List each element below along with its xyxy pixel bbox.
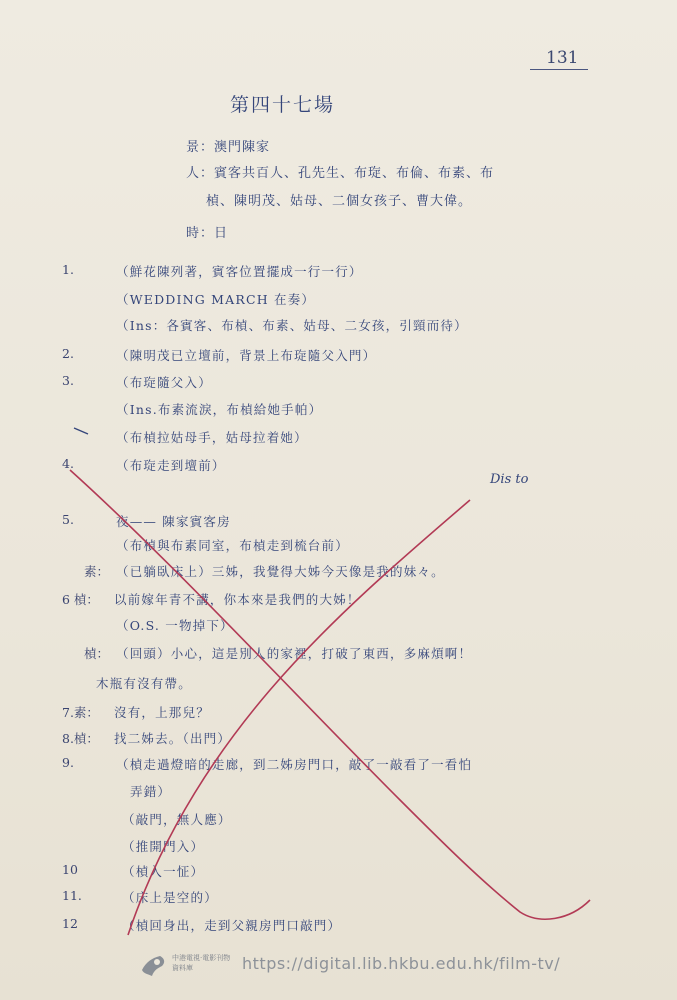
line-number: 9. [62,755,74,770]
line-number: 6 楨： [62,592,99,607]
page-number: 131 [546,48,579,68]
script-line: （回頭）小心，這是別人的家裡，打破了東西，多麻煩啊！ [116,646,473,661]
hkbu-logo-icon [140,952,168,978]
line-number: 素： [84,564,110,579]
script-line: 木瓶有沒有帶。 [96,676,192,691]
script-line: （敲門，無人應） [122,812,232,827]
footer-organization: 中港電視‧電影刊物資料庫 [172,954,231,972]
line-number: 11. [62,888,82,903]
cross-stroke-2 [128,500,470,935]
stray-blue-mark [74,428,88,434]
script-line: 沒有，上那兒？ [114,705,210,720]
scene-people-line-1: 人：賓客共百人、孔先生、布琁、布倫、布素、布 [186,166,495,181]
line-number: 2. [62,346,74,361]
script-line: 找二姊去。（出門） [114,731,232,746]
script-line: （布楨拉姑母手，姑母拉着她） [116,430,308,445]
line-number: 8.楨： [62,731,99,746]
scene-title: 第四十七場 [230,94,336,116]
script-line: （布琁隨父入） [116,375,212,390]
script-line: （已躺臥床上）三姊，我覺得大姊今天像是我的妹々。 [116,564,445,579]
line-number: 3. [62,373,74,388]
script-line: （陳明茂已立壇前，背景上布琁隨父入門） [116,348,377,363]
script-line: （推開門入） [122,839,205,854]
script-line: （Ins：各賓客、布楨、布素、姑母、二女孩，引頸而待） [116,318,468,333]
script-line: （楨走過燈暗的走廊，到二姊房門口，敲了一敲看了一看怕 [116,757,473,772]
scene-time: 時：日 [186,226,229,241]
transition-note: Dis to [490,472,529,487]
script-line: （床上是空的） [122,890,218,905]
line-number: 10 [62,862,78,877]
script-line: 夜—— 陳家賓客房 [116,514,231,529]
script-line: （Ins.布素流淚，布楨給她手帕） [116,402,323,417]
script-line: 以前嫁年青不講，你本來是我們的大姊！ [114,592,361,607]
line-number: 1. [62,262,74,277]
scene-people-line-2: 楨、陳明茂、姑母、二個女孩子、曹大偉。 [206,194,473,209]
line-number: 5. [62,512,74,527]
line-number: 12 [62,916,78,931]
line-number: 楨： [84,646,110,661]
line-number: 4. [62,456,74,471]
script-line: （布楨與布素同室，布楨走到梳台前） [116,538,349,553]
scene-location: 景：澳門陳家 [186,140,271,155]
script-line: （楨入一怔） [122,864,205,879]
footer-url-link[interactable]: https://digital.lib.hkbu.edu.hk/film-tv/ [242,954,561,973]
cross-stroke-1 [70,470,590,919]
script-line: （WEDDING MARCH 在奏） [116,292,316,307]
script-line: 弄錯） [130,784,172,799]
script-line: （楨回身出，走到父親房門口敲門） [122,918,342,933]
line-number: 7.素： [62,705,99,720]
script-line: （鮮花陳列著，賓客位置擺成一行一行） [116,264,363,279]
script-line: （O.S. 一物掉下） [116,618,234,633]
script-line: （布琁走到壇前） [116,458,226,473]
